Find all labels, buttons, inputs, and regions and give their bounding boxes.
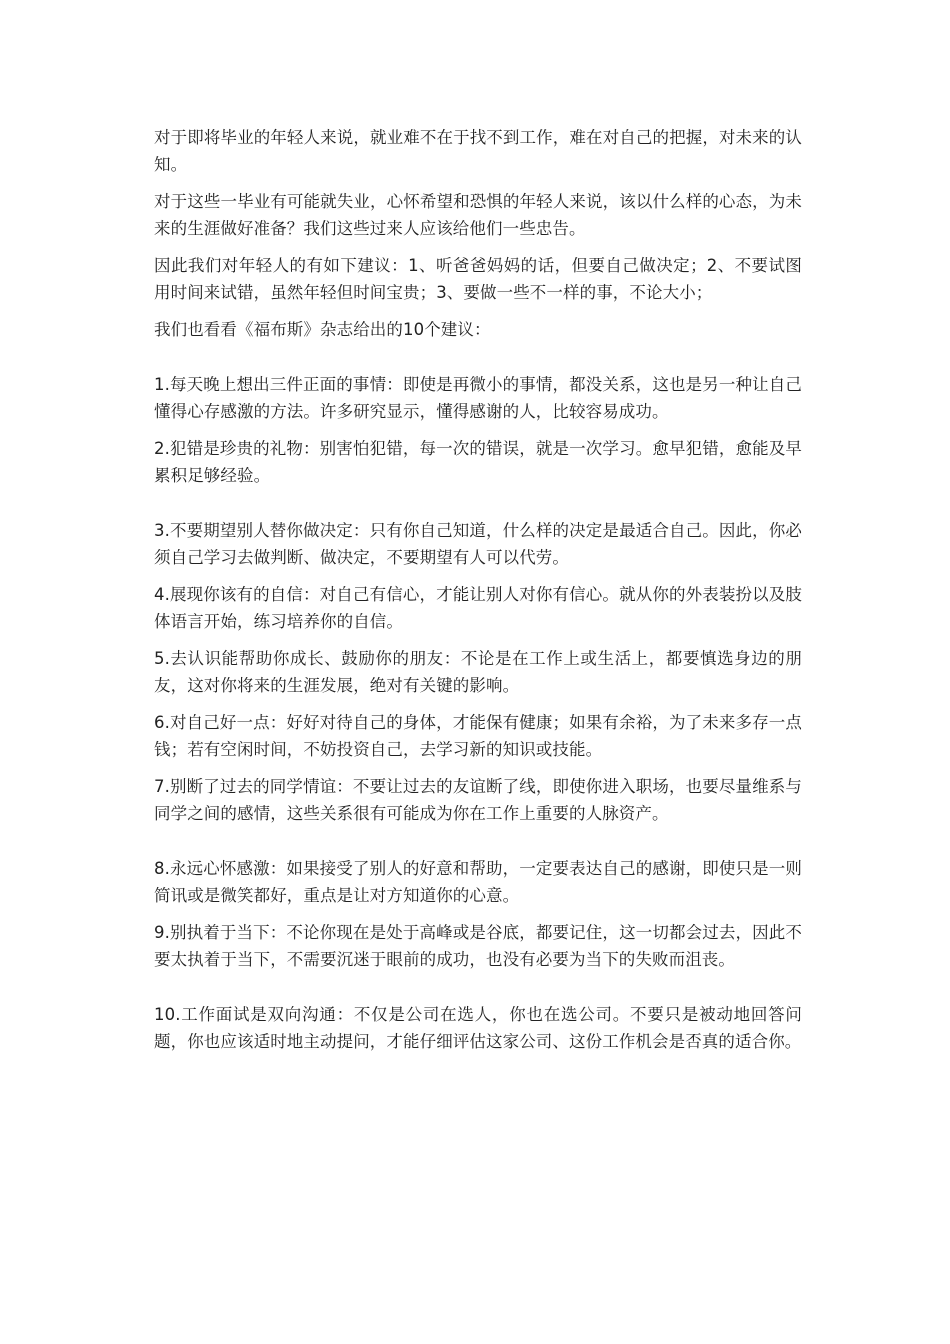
tip-paragraph-6: 6.对自己好一点：好好对待自己的身体，才能保有健康；如果有余裕，为了未来多存一点钱；若有空闲时间，不妨投资自己，去学习新的知识或技能。 bbox=[154, 713, 802, 759]
tip-paragraph-1: 1.每天晚上想出三件正面的事情：即使是再微小的事情，都没关系，这也是另一种让自己懂得心存感激的方法。许多研究显示，懂得感谢的人，比较容易成功。 bbox=[154, 375, 802, 421]
intro-paragraph-3: 因此我们对年轻人的有如下建议：1、听爸爸妈妈的话，但要自己做决定；2、不要试图用时间来试错，虽然年轻但时间宝贵；3、要做一些不一样的事，不论大小； bbox=[154, 256, 802, 302]
document-body bbox=[154, 124, 802, 1065]
tip-paragraph-10: 10.工作面试是双向沟通：不仅是公司在选人，你也在选公司。不要只是被动地回答问题，你也应该适时地主动提问，才能仔细评估这家公司、这份工作机会是否真的适合你。 bbox=[154, 1005, 802, 1051]
tip-paragraph-3: 3.不要期望别人替你做决定：只有你自己知道，什么样的决定是最适合自己。因此，你必须自己学习去做判断、做决定，不要期望有人可以代劳。 bbox=[154, 521, 802, 567]
intro-paragraph-1: 对于即将毕业的年轻人来说，就业难不在于找不到工作，难在对自己的把握，对未来的认知。 bbox=[154, 128, 802, 174]
tip-paragraph-8: 8.永远心怀感激：如果接受了别人的好意和帮助，一定要表达自己的感谢，即使只是一则简讯或是微笑都好，重点是让对方知道你的心意。 bbox=[154, 859, 802, 905]
tip-paragraph-7: 7.别断了过去的同学情谊：不要让过去的友谊断了线，即使你进入职场，也要尽量维系与同学之间的感情，这些关系很有可能成为你在工作上重要的人脉资产。 bbox=[154, 777, 802, 823]
tip-paragraph-5: 5.去认识能帮助你成长、鼓励你的朋友：不论是在工作上或生活上，都要慎选身边的朋友，这对你将来的生涯发展，绝对有关键的影响。 bbox=[154, 649, 802, 695]
tip-paragraph-9: 9.别执着于当下：不论你现在是处于高峰或是谷底，都要记住，这一切都会过去，因此不要太执着于当下，不需要沉迷于眼前的成功，也没有必要为当下的失败而沮丧。 bbox=[154, 923, 802, 969]
tip-paragraph-2: 2.犯错是珍贵的礼物：别害怕犯错，每一次的错误，就是一次学习。愈早犯错，愈能及早累积足够经验。 bbox=[154, 439, 802, 485]
tip-paragraph-4: 4.展现你该有的自信：对自己有信心，才能让别人对你有信心。就从你的外表装扮以及肢体语言开始，练习培养你的自信。 bbox=[154, 585, 802, 631]
intro-paragraph-4: 我们也看看《福布斯》杂志给出的10个建议： bbox=[154, 320, 491, 339]
intro-paragraph-2: 对于这些一毕业有可能就失业，心怀希望和恐惧的年轻人来说，该以什么样的心态，为未来的生涯做好准备？我们这些过来人应该给他们一些忠告。 bbox=[154, 192, 802, 238]
